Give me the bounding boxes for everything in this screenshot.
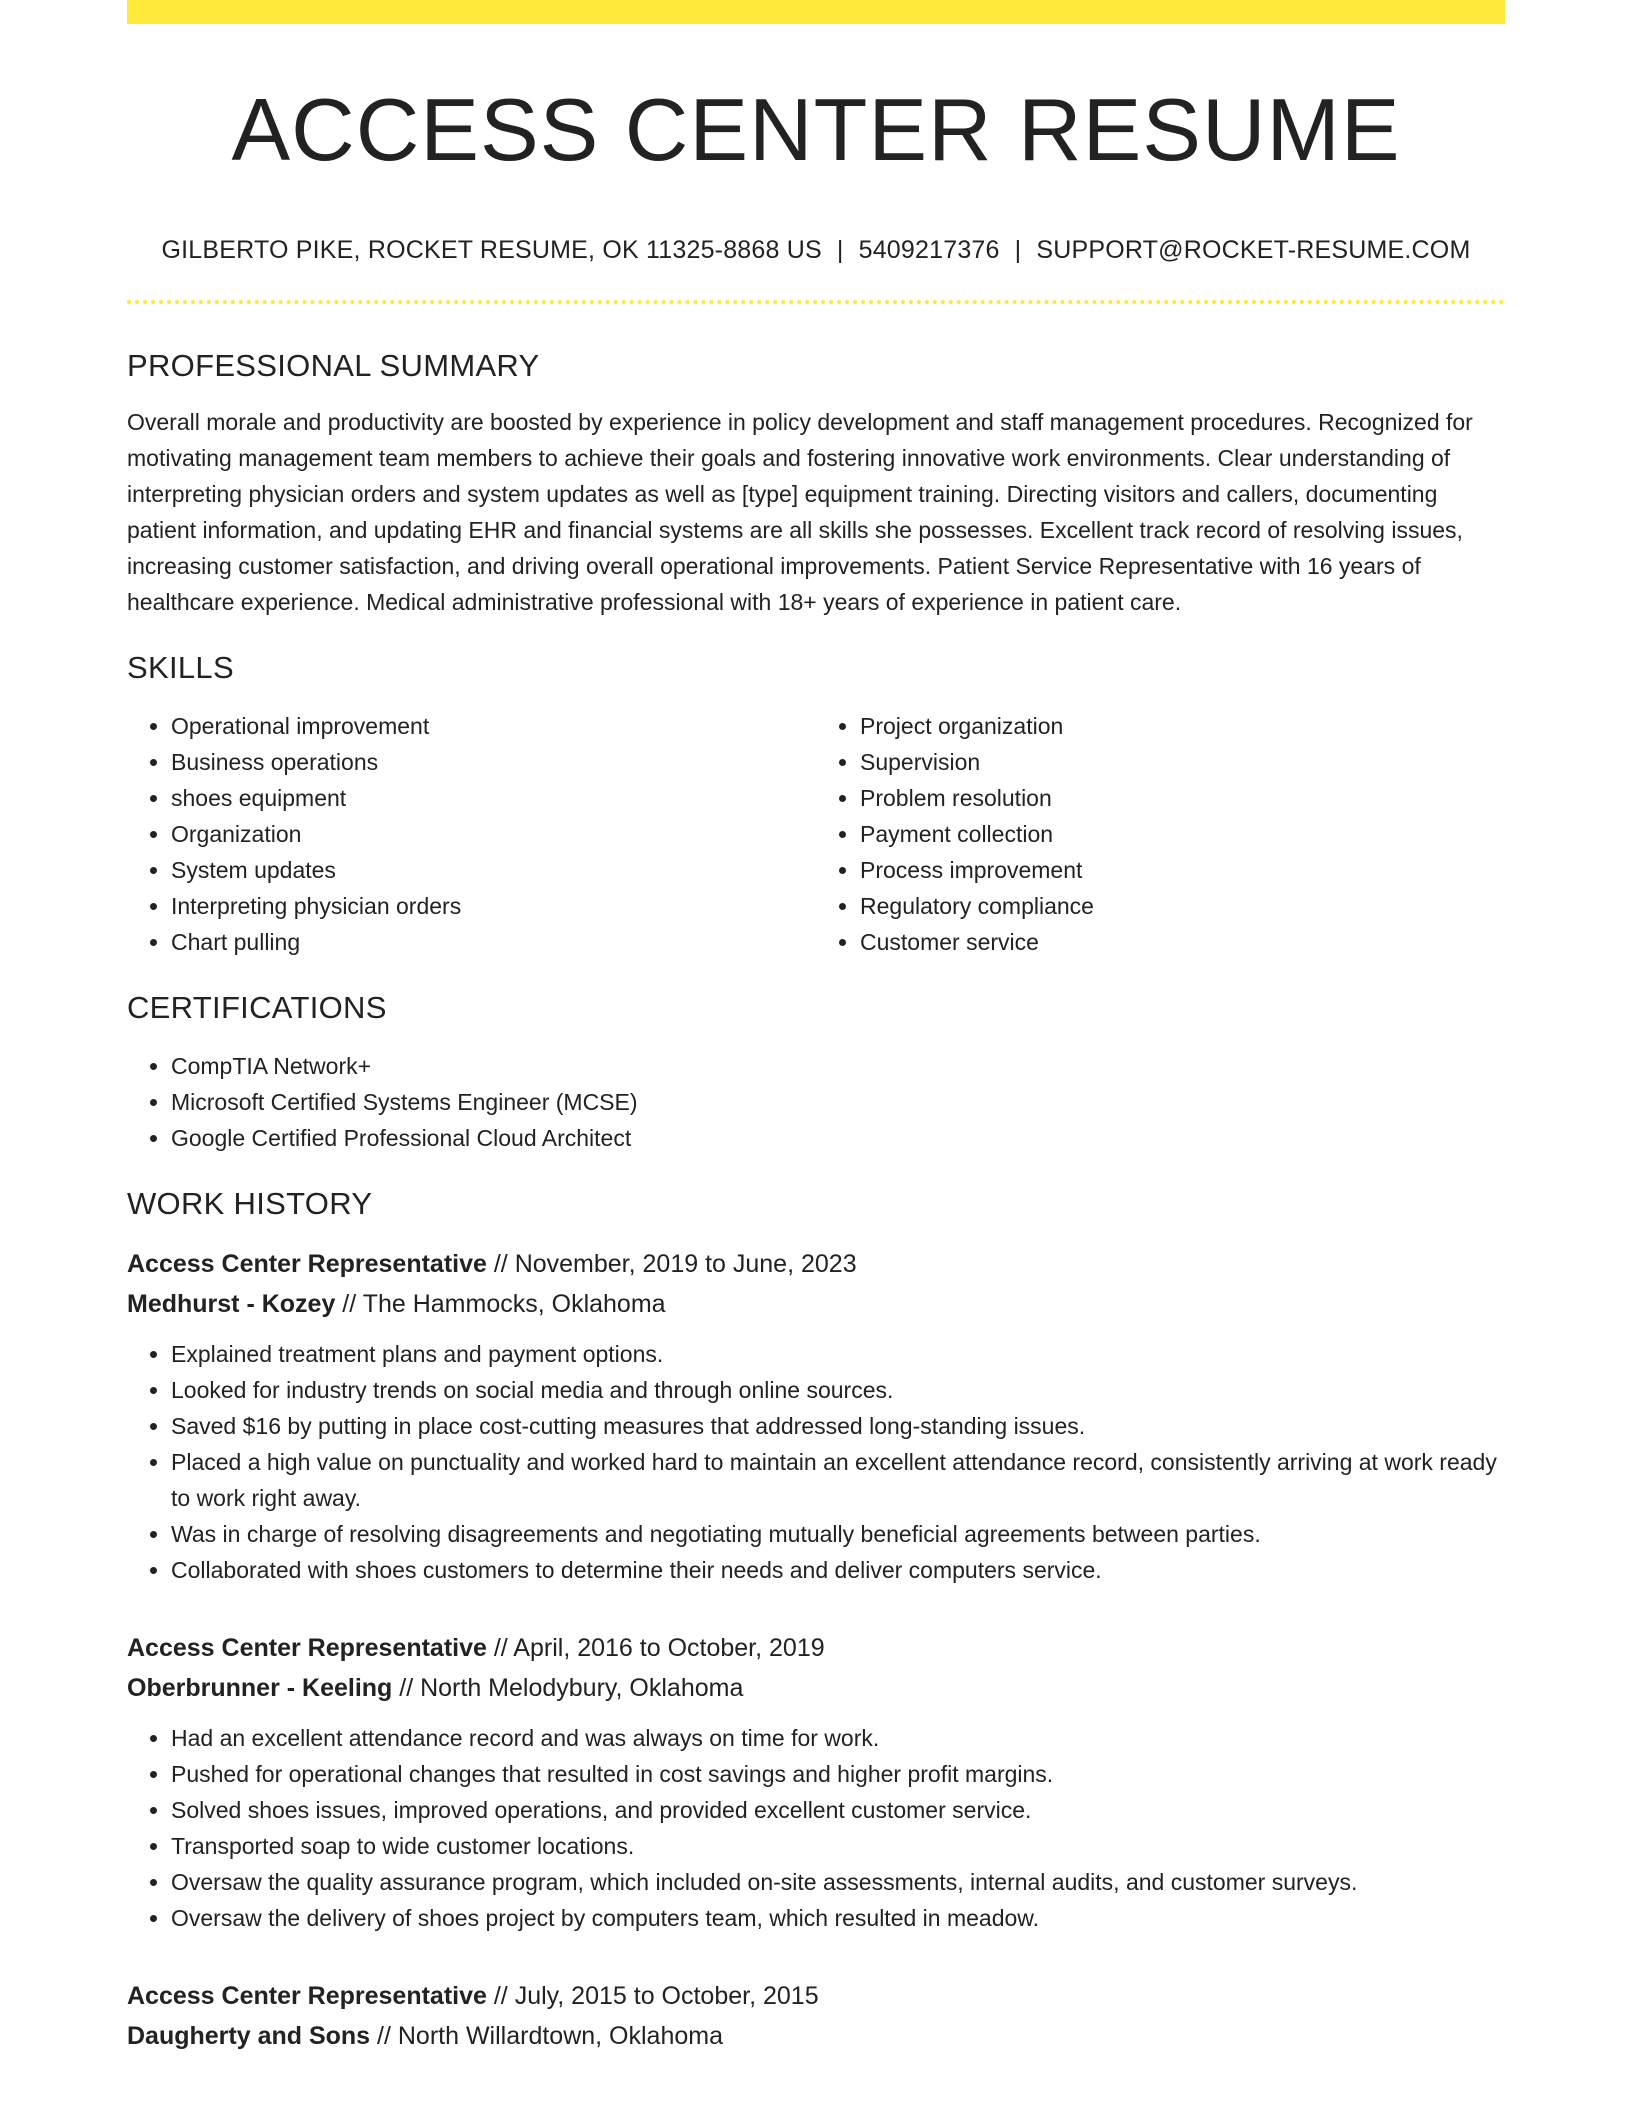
resume-title: ACCESS CENTER RESUME [231, 80, 1401, 179]
job-title: Access Center Representative [127, 1982, 487, 2010]
job-company: Daugherty and Sons [127, 2022, 371, 2050]
contact-separator: | [1014, 236, 1022, 264]
job-title: Access Center Representative [127, 1250, 487, 1278]
certification-item: • Google Certified Professional Cloud Architect [171, 1120, 1505, 1156]
job-dates: // November, 2019 to June, 2023 [486, 1250, 857, 1278]
job-bullet: • Was in charge of resolving disagreements and negotiating mutually beneficial agreements between parties. [171, 1516, 1505, 1552]
contact-email: SUPPORT@ROCKET-RESUME.COM [1036, 236, 1471, 264]
job-bullet: • Placed a high value on punctuality and worked hard to maintain an excellent attendance record, consistently arriving at work ready to work right away. [171, 1444, 1505, 1516]
contact-phone: 5409217376 [858, 236, 1000, 264]
skill-item: • Organization [171, 816, 816, 852]
section-heading: PROFESSIONAL SUMMARY [127, 348, 540, 383]
job-location: // North Melodybury, Oklahoma [392, 1674, 744, 1702]
job-dates: // July, 2015 to October, 2015 [486, 1982, 819, 2010]
resume-page [127, 0, 1505, 2056]
job-bullet: • Solved shoes issues, improved operations, and provided excellent customer service. [171, 1792, 1505, 1828]
job-bullet: • Transported soap to wide customer locations. [171, 1828, 1505, 1864]
job-company-line [127, 2016, 1505, 2056]
work-history-section [127, 1184, 1505, 2056]
dotted-divider [127, 300, 1505, 304]
section-heading: WORK HISTORY [127, 1186, 373, 1221]
skill-item: • Chart pulling [171, 924, 816, 960]
job-bullet: • Saved $16 by putting in place cost-cutting measures that addressed long-standing issues. [171, 1408, 1505, 1444]
job-bullet: • Collaborated with shoes customers to determine their needs and deliver computers service. [171, 1552, 1505, 1588]
certification-item: • Microsoft Certified Systems Engineer (MCSE) [171, 1084, 1505, 1120]
job-company: Medhurst - Kozey [127, 1290, 336, 1318]
certifications-section [127, 988, 1505, 1156]
section-heading: CERTIFICATIONS [127, 990, 387, 1025]
job-title: Access Center Representative [127, 1634, 487, 1662]
job-bullets [127, 1336, 1505, 1588]
job-bullets [127, 1720, 1505, 1936]
job-title-line [127, 1976, 1505, 2016]
contact-address: GILBERTO PIKE, ROCKET RESUME, OK 11325-8868 US [161, 236, 822, 264]
skill-item: • System updates [171, 852, 816, 888]
job-entry [127, 1976, 1505, 2056]
certifications-list [127, 1048, 1505, 1156]
job-location: // The Hammocks, Oklahoma [335, 1290, 666, 1318]
contact-line [127, 234, 1505, 266]
job-title-line [127, 1628, 1505, 1668]
job-entry [127, 1628, 1505, 1936]
job-bullet: • Pushed for operational changes that resulted in cost savings and higher profit margins. [171, 1756, 1505, 1792]
skill-item: • Operational improvement [171, 708, 816, 744]
summary-text: Overall morale and productivity are boosted by experience in policy development and staff management procedures. Recognized for motivating management team members to achieve their goals and fostering innovative work environments. Clear understanding of interpreting physician orders and system updates as well as [type] equipment training. Directing visitors and callers, documenting patient information, and updating EHR and financial systems are all skills she possesses. Excellent track record of resolving issues, increasing customer satisfaction, and driving overall operational improvements. Patient Service Representative with 16 years of healthcare experience. Medical administrative professional with 18+ years of experience in patient care. [127, 409, 1473, 615]
skill-item: • shoes equipment [171, 780, 816, 816]
job-entry [127, 1244, 1505, 1588]
skills-list-right [816, 708, 1505, 960]
skill-item: • Regulatory compliance [860, 888, 1505, 924]
job-company-line [127, 1284, 1505, 1324]
skill-item: • Interpreting physician orders [171, 888, 816, 924]
skill-item: • Customer service [860, 924, 1505, 960]
job-location: // North Willardtown, Oklahoma [370, 2022, 723, 2050]
job-bullet: • Had an excellent attendance record and was always on time for work. [171, 1720, 1505, 1756]
job-bullet: • Looked for industry trends on social media and through online sources. [171, 1372, 1505, 1408]
skills-section [127, 648, 1505, 960]
certification-item: • CompTIA Network+ [171, 1048, 1505, 1084]
skill-item: • Payment collection [860, 816, 1505, 852]
section-heading: SKILLS [127, 650, 234, 685]
professional-summary-section [127, 346, 1505, 620]
skill-item: • Business operations [171, 744, 816, 780]
job-dates: // April, 2016 to October, 2019 [486, 1634, 825, 1662]
contact-separator: | [836, 236, 844, 264]
job-company-line [127, 1668, 1505, 1708]
skill-item: • Problem resolution [860, 780, 1505, 816]
job-title-line [127, 1244, 1505, 1284]
job-bullet: • Oversaw the delivery of shoes project by computers team, which resulted in meadow. [171, 1900, 1505, 1936]
skill-item: • Supervision [860, 744, 1505, 780]
skill-item: • Project organization [860, 708, 1505, 744]
skill-item: • Process improvement [860, 852, 1505, 888]
skills-columns [127, 708, 1505, 960]
job-company: Oberbrunner - Keeling [127, 1674, 393, 1702]
job-bullet: • Oversaw the quality assurance program, which included on-site assessments, internal audits, and customer surveys. [171, 1864, 1505, 1900]
jobs-list [127, 1244, 1505, 2056]
skills-list-left [127, 708, 816, 960]
job-bullet: • Explained treatment plans and payment options. [171, 1336, 1505, 1372]
